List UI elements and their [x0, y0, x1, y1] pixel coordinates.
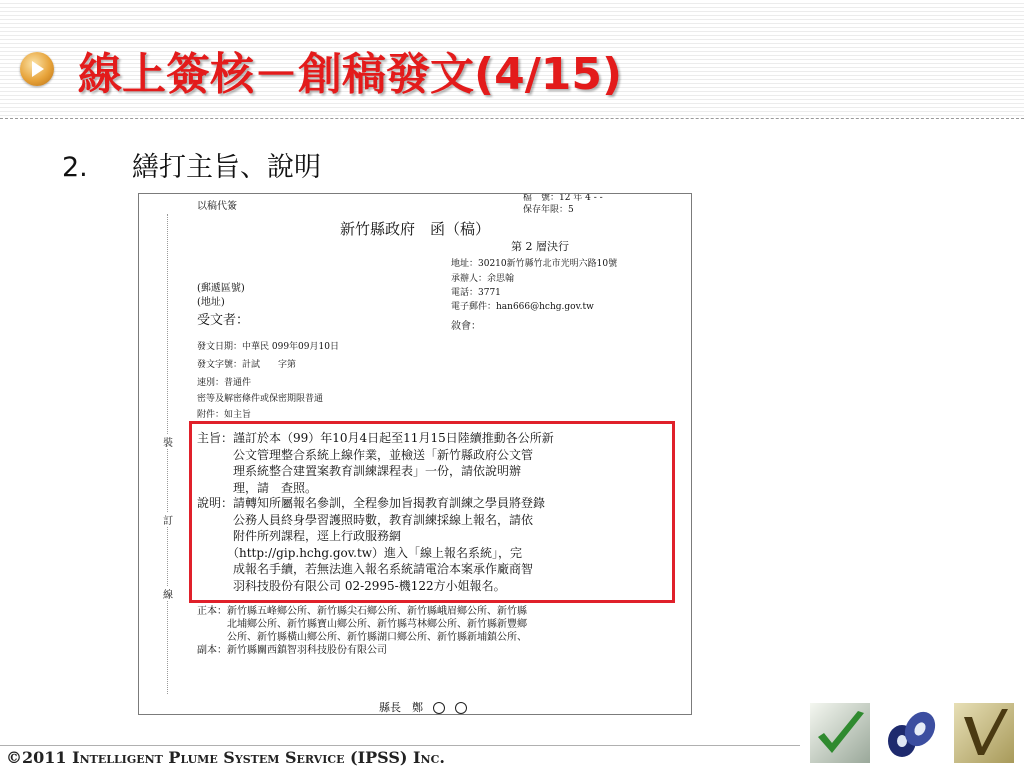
- distribution-line: 公所、新竹縣橫山鄉公所、新竹縣湖口鄉公所、新竹縣新埔鎮公所、: [197, 632, 527, 643]
- doc-meta-speed: 速別：普通件: [197, 378, 252, 388]
- header-divider: [0, 118, 1024, 119]
- subject-line: 公文管理整合系統上線作業，並檢送「新竹縣政府公文管: [197, 447, 534, 462]
- explanation-line: （http://gip.hchg.gov.tw）進入「線上報名系統」，完: [197, 545, 523, 560]
- doc-contact-person: 承辦人：余思翰: [451, 274, 515, 284]
- doc-address-label: (地址): [197, 297, 225, 308]
- subject-line: 主旨：謹訂於本（99）年10月4日起至11月15日陸續推動各公所新: [197, 431, 554, 445]
- doc-title: 新竹縣政府 函（稿）: [339, 220, 490, 238]
- v-check-logo-icon: [954, 703, 1014, 763]
- bullet-text: 繕打主旨、說明: [132, 152, 321, 183]
- doc-meta-security: 密等及解密條件或保密期限普通: [197, 394, 324, 404]
- explanation-line: 成報名手續，若無法進入報名系統請電洽本案承作廠商智: [197, 562, 534, 577]
- doc-meeting-label: 敘會：: [451, 321, 481, 332]
- explanation-line: 附件所列課程，逕上行政服務網: [197, 529, 402, 544]
- doc-retention: 保存年限：5: [523, 205, 574, 215]
- doc-explanation: [197, 495, 545, 595]
- doc-signature: [379, 699, 467, 715]
- seal-circle: [433, 702, 445, 714]
- doc-top-note: 以稿代簽: [197, 201, 237, 212]
- slide-title: 線上簽核－創稿發文(4/15): [78, 49, 623, 100]
- doc-page-number: 第 2 層決行: [511, 240, 569, 253]
- binding-mark: 訂: [163, 512, 173, 527]
- seal-circle: [455, 702, 467, 714]
- subject-line: 理系統整合建置案教育訓練課程表」一份，請依說明辦: [197, 464, 522, 479]
- binding-mark: 線: [163, 586, 173, 601]
- explanation-line: 說明：請轉知所屬報名參訓，全程參加旨揭教育訓練之學員將登錄: [197, 496, 546, 510]
- doc-meta-attachment: 附件：如主旨: [197, 410, 252, 420]
- distribution-line: 副本：新竹縣關西鎮智羽科技股份有限公司: [197, 645, 387, 656]
- doc-distribution: [197, 605, 527, 657]
- doc-contact-phone: 電話：3771: [451, 288, 501, 298]
- binding-mark: 裝: [163, 434, 173, 449]
- footer-divider: [0, 745, 800, 746]
- play-bullet-icon: [20, 52, 54, 86]
- explanation-line: 公務人員終身學習護照時數，教育訓練採線上報名，請依: [197, 512, 534, 527]
- doc-contact-address: 地址：30210新竹縣竹北市光明六路10號: [451, 259, 618, 269]
- doc-postal-code: (郵遞區號): [197, 283, 245, 294]
- disc-logo-icon: [880, 703, 940, 763]
- bullet-number: 2.: [62, 152, 88, 183]
- signature-label: 縣長 鄭: [379, 701, 423, 714]
- doc-recipient-label: 受文者：: [197, 313, 250, 328]
- distribution-line: 正本：新竹縣五峰鄉公所、新竹縣尖石鄉公所、新竹縣峨眉鄉公所、新竹縣: [197, 606, 527, 617]
- binding-line: [167, 214, 168, 694]
- bullet-item: [62, 145, 321, 184]
- doc-meta-date: 發文日期：中華民 099年09月10日: [197, 342, 339, 352]
- doc-file-number: 檔 號：12 年 4 - -: [523, 193, 603, 203]
- distribution-line: 北埔鄉公所、新竹縣寶山鄉公所、新竹縣芎林鄉公所、新竹縣新豐鄉: [197, 619, 527, 630]
- document-image: [138, 193, 692, 715]
- doc-meta-number: 發文字號：計試 字第: [197, 360, 297, 370]
- footer-copyright: ©2011 Intelligent Plume System Service (IPSS) Inc.: [6, 748, 445, 767]
- check-logo-icon: [810, 703, 870, 763]
- doc-contact-email: 電子郵件：han666@hchg.gov.tw: [451, 302, 594, 312]
- doc-subject: [197, 430, 554, 496]
- explanation-line: 羽科技股份有限公司 02-2995-機122方小姐報名。: [197, 578, 506, 593]
- subject-line: 理，請 查照。: [197, 480, 318, 495]
